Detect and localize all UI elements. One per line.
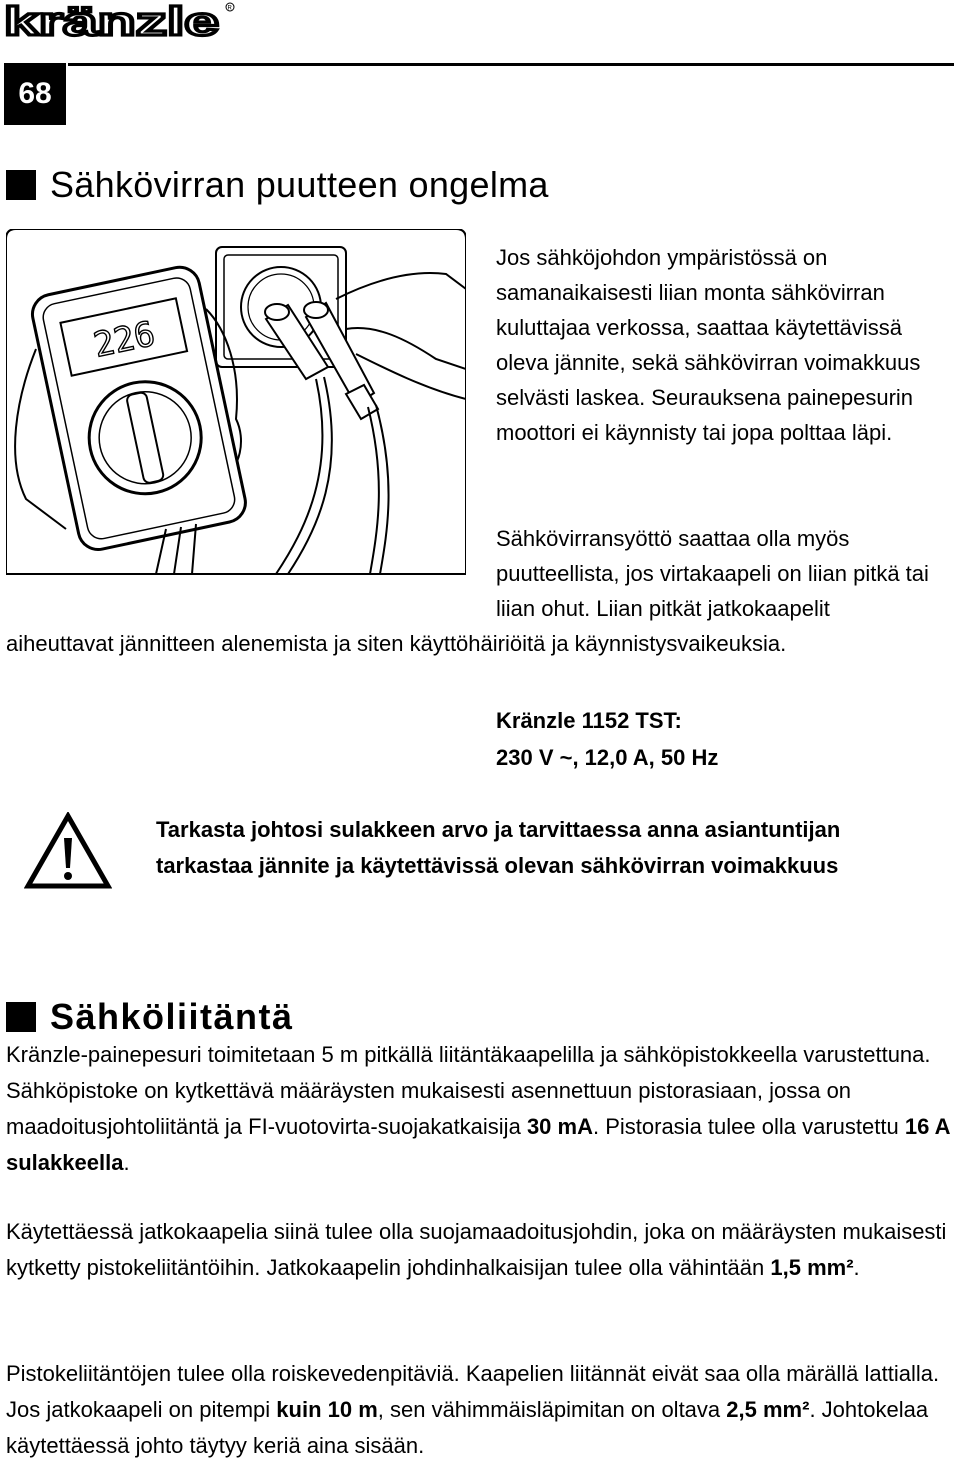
model-electrical-spec: 230 V ~, 12,0 A, 50 Hz [496,745,719,770]
section-title: Sähköliitäntä [50,996,294,1037]
paragraph-voltage-drop: Jos sähköjohdon ympäristössä on samanaikaisesti liian monta sähkövirran kuluttajaa verkossa, saattaa käytettävissä oleva jännite, sekä sähkövirran voimakkuus selvästi laskea. Seurauksena painepesurin moottori ei käynnisty tai jopa polttaa läpi. [496,245,921,445]
warning-text [156,812,840,884]
page-number: 68 [4,63,66,125]
warning-line-2: tarkastaa jännite ja käytettävissä olevan sähkövirran voimakkuus [156,853,839,878]
brand-wordmark: kränzle [4,2,220,40]
heading-square-icon [6,1002,36,1032]
svg-text:R: R [227,5,232,12]
header-rule [68,63,954,66]
model-label: Kränzle 1152 TST: [496,708,682,733]
warning-icon [24,812,112,890]
paragraph-extension-cable: Käytettäessä jatkokaapelia siinä tulee olla suojamaadoitusjohdin, joka on määräysten mukaisesti kytketty pistokeliitäntöihin. Jatkokaapelin johdinhalkaisijan tulee olla vähintään 1,5 mm². [6,1219,947,1280]
section-heading-electrical-connection [6,996,294,1038]
heading-square-icon [6,170,36,200]
warning-line-1: Tarkasta johtosi sulakkeen arvo ja tarvittaessa anna asiantuntijan [156,817,841,842]
model-spec-block [496,702,718,776]
paragraph-splash-proof: Pistokeliitäntöjen tulee olla roiskevedenpitäviä. Kaapelien liitännät eivät saa olla märällä lattialla. Jos jatkokaapeli on pitempi kuin 10 m, sen vähimmäisläpimitan on oltava 2,5 mm². Johtokelaa käytettäessä johto täytyy keriä aina sisään. [6,1361,940,1458]
multimeter-illustration [6,229,466,579]
cable-length-threshold: kuin 10 m [276,1397,378,1422]
fuse-rating: 16 A sulakkeella [6,1114,950,1175]
paragraph-power-plug: Kränzle-painepesuri toimitetaan 5 m pitkällä liitäntäkaapelilla ja sähköpistokkeella varustettuna. Sähköpistoke on kytkettävä määräysten mukaisesti asennettuun pistorasiaan, jossa on maadoitusjohtoliitäntä ja FI-vuotovirta-suojakatkaisija 30 mA. Pistorasia tulee olla varustettu 16 A sulakkeella. [6,1042,950,1175]
min-cross-section: 1,5 mm² [770,1255,854,1280]
kranzle-logo [4,2,236,40]
paragraph-cable-length-cont: aiheuttavat jännitteen alenemista ja siten käyttöhäiriöitä ja käynnistysvaikeuksia. [6,631,787,656]
section-heading-power-shortage [6,164,549,206]
meter-reading: 226 [90,313,159,366]
section-title: Sähkövirran puutteen ongelma [50,164,549,205]
rcd-rating: 30 mA [526,1114,593,1139]
paragraph-cable-length: Sähkövirransyöttö saattaa olla myös puutteellista, jos virtakaapeli on liian pitkä tai liian ohut. Liian pitkät jatkokaapelit [496,526,929,621]
long-cable-cross-section: 2,5 mm² [726,1397,810,1422]
